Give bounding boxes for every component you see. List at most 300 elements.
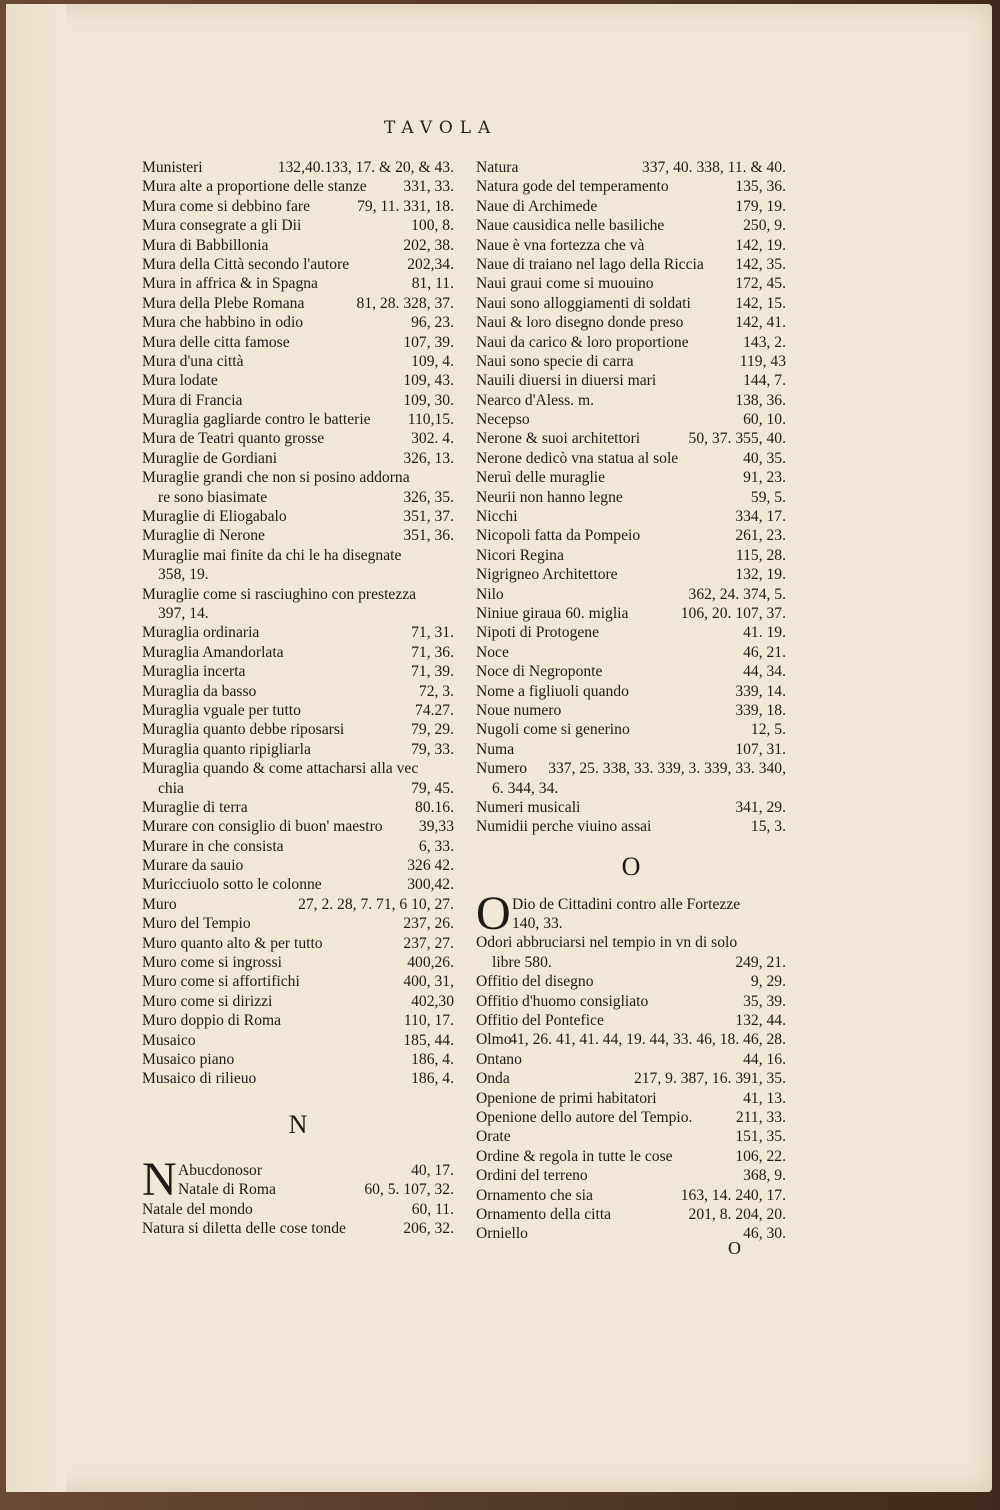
entry-term: Ornamento che sia xyxy=(476,1186,593,1204)
index-entry xyxy=(142,1181,454,1200)
index-entry xyxy=(142,741,454,760)
entry-references: 151, 35. xyxy=(735,1128,786,1146)
entry-references: 106, 20. 107, 37. xyxy=(680,604,786,622)
index-entry xyxy=(142,1051,454,1070)
entry-references: 186, 4. xyxy=(411,1070,454,1088)
entry-term: Muraglia ordinaria xyxy=(142,624,260,642)
drop-cap-initial: N xyxy=(142,1152,177,1206)
entry-term: Olmo xyxy=(476,1031,512,1049)
entry-term: Ornamento della citta xyxy=(476,1205,612,1223)
index-entry xyxy=(476,217,786,236)
index-entry xyxy=(142,954,454,973)
entry-term: Nerone dedicò vna statua al sole xyxy=(476,449,679,467)
entry-references: 138, 36. xyxy=(735,391,786,409)
entry-references: 132, 44. xyxy=(735,1012,786,1030)
index-entry xyxy=(142,295,454,314)
index-entry xyxy=(142,353,454,372)
index-entry xyxy=(476,275,786,294)
entry-references: 261, 23. xyxy=(735,527,786,545)
index-entry xyxy=(476,508,786,527)
entry-term: Numa xyxy=(476,740,515,758)
entry-references: 79, 45. xyxy=(411,779,454,797)
left-column xyxy=(142,159,454,1239)
entry-term: Offitio d'huomo consigliato xyxy=(476,992,649,1010)
entry-term: Naue causidica nelle basiliche xyxy=(476,217,665,235)
index-entry xyxy=(476,547,786,566)
index-entry xyxy=(476,818,786,837)
index-entry xyxy=(476,159,786,178)
index-entry xyxy=(142,760,454,779)
entry-references: 142, 35. xyxy=(735,255,786,273)
entry-term: Orniello xyxy=(476,1225,528,1243)
index-entry xyxy=(476,392,786,411)
entry-references: 71, 36. xyxy=(411,643,454,661)
entry-references: 368, 9. xyxy=(743,1167,786,1185)
entry-references: 6, 33. xyxy=(418,837,454,855)
entry-references: 172, 45. xyxy=(735,275,786,293)
entry-term: Muraglia quanto debbe riposarsi xyxy=(142,721,345,739)
page-gutter xyxy=(6,4,66,1492)
index-entry xyxy=(142,586,454,605)
entry-references: 60, 5. 107, 32. xyxy=(364,1181,454,1199)
section-spacer xyxy=(476,838,786,852)
entry-references: 96, 23. xyxy=(411,314,454,332)
entry-references: 132, 19. xyxy=(735,566,786,584)
entry-references: 100, 8. xyxy=(411,217,454,235)
index-entry xyxy=(142,838,454,857)
index-entry xyxy=(476,1206,786,1225)
index-entry xyxy=(476,721,786,740)
index-entry xyxy=(476,314,786,333)
entry-term: Naui graui come si muouino xyxy=(476,275,654,293)
index-entry xyxy=(142,527,454,546)
entry-term: Openione de primi habitatori xyxy=(476,1089,657,1107)
index-entry xyxy=(476,954,786,973)
index-entry xyxy=(142,547,454,566)
entry-term: Neruì delle muraglie xyxy=(476,469,606,487)
entry-term: Nauili diuersi in diuersi mari xyxy=(476,372,657,390)
entry-references: 206, 32. xyxy=(403,1219,454,1237)
entry-references: 179, 19. xyxy=(735,197,786,215)
entry-references: 337, 40. 338, 11. & 40. xyxy=(641,159,786,176)
index-entry xyxy=(142,217,454,236)
entry-term: Muro xyxy=(142,895,177,913)
entry-term: Mura lodate xyxy=(142,372,218,390)
right-column xyxy=(476,159,786,1245)
entry-references: 337, 25. 338, 33. 339, 3. 339, 33. 340, xyxy=(548,760,786,778)
entry-term: 358, 19. xyxy=(158,566,209,584)
entry-references: 142, 15. xyxy=(735,294,786,312)
entry-references: 39,33 xyxy=(418,818,454,836)
index-entry xyxy=(142,896,454,915)
entry-references: 71, 39. xyxy=(411,663,454,681)
entry-term: libre 580. xyxy=(492,953,552,971)
entry-term: Naui & loro disegno donde preso xyxy=(476,314,684,332)
entry-term: Muraglie di terra xyxy=(142,798,248,816)
entry-term: Neurii non hanno legne xyxy=(476,488,623,506)
entry-references: 237, 26. xyxy=(403,915,454,933)
index-entry xyxy=(476,605,786,624)
entry-references: 142, 19. xyxy=(735,236,786,254)
entry-term: Natura xyxy=(476,159,519,176)
index-entry xyxy=(476,586,786,605)
entry-references: 132,40.133, 17. & 20, & 43. xyxy=(277,159,454,176)
entry-term: Munisteri xyxy=(142,159,203,176)
index-entry xyxy=(142,663,454,682)
index-entry xyxy=(142,1220,454,1239)
entry-references: 60, 11. xyxy=(411,1200,454,1218)
index-entry xyxy=(142,702,454,721)
entry-term: Muro come si ingrossi xyxy=(142,954,282,972)
entry-term: Nugoli come si generino xyxy=(476,721,630,739)
entry-references: 202,34. xyxy=(407,255,454,273)
entry-references: 50, 37. 355, 40. xyxy=(688,430,786,448)
entry-references: 119, 43 xyxy=(739,352,786,370)
index-entry xyxy=(142,993,454,1012)
index-entry xyxy=(142,973,454,992)
index-entry xyxy=(476,993,786,1012)
index-entry xyxy=(142,605,454,624)
entry-term: 397, 14. xyxy=(158,604,209,622)
entry-references: 44, 34. xyxy=(743,663,786,681)
entry-term: Natura si diletta delle cose tonde xyxy=(142,1219,346,1237)
entry-references: 351, 36. xyxy=(403,527,454,545)
entry-references: 302. 4. xyxy=(411,430,454,448)
entry-references: 81, 11. xyxy=(411,275,454,293)
index-entry xyxy=(142,799,454,818)
entry-term: Niniue giraua 60. miglia xyxy=(476,604,629,622)
entry-term: Openione dello autore del Tempio. xyxy=(476,1108,693,1126)
entry-references: 185, 44. xyxy=(403,1031,454,1049)
entry-references: 81, 28. 328, 37. xyxy=(356,294,454,312)
index-entry xyxy=(476,1051,786,1070)
entry-term: Muricciuolo sotto le colonne xyxy=(142,876,322,894)
index-entry xyxy=(476,237,786,256)
entry-term: Muraglia quando & come attacharsi alla vec xyxy=(142,760,419,778)
entry-references: 72, 3. xyxy=(418,682,454,700)
entry-term: Mura in affrica & in Spagna xyxy=(142,275,318,293)
index-entry xyxy=(142,644,454,663)
entry-references: 35, 39. xyxy=(743,992,786,1010)
entry-references: 41, 26. 41, 41. 44, 19. 44, 33. 46, 18. 46, 28. xyxy=(509,1031,786,1049)
entry-references: 109, 30. xyxy=(403,391,454,409)
entry-term: Muraglie mai finite da chi le ha disegnate xyxy=(142,546,402,564)
entry-term: Muraglia da basso xyxy=(142,682,257,700)
entry-term: Natale del mondo xyxy=(142,1200,253,1218)
index-entry xyxy=(476,1128,786,1147)
drop-cap-initial: O xyxy=(476,886,511,940)
entry-references: 79, 11. 331, 18. xyxy=(357,197,454,215)
entry-term: Numero xyxy=(476,760,528,778)
entry-references: 106, 22. xyxy=(735,1147,786,1165)
entry-references: 79, 29. xyxy=(411,721,454,739)
index-entry xyxy=(142,1070,454,1089)
entry-term: Orate xyxy=(476,1128,511,1146)
entry-term: Mura come si debbino fare xyxy=(142,197,311,215)
index-entry xyxy=(476,702,786,721)
entry-term: Offitio del Pontefice xyxy=(476,1012,604,1030)
entry-term: Ordini del terreno xyxy=(476,1167,588,1185)
entry-term: Muro come si affortifichi xyxy=(142,973,300,991)
entry-references: 74.27. xyxy=(415,701,454,719)
entry-references: 142, 41. xyxy=(735,314,786,332)
entry-term: Naui sono alloggiamenti di soldati xyxy=(476,294,691,312)
index-entry xyxy=(476,489,786,508)
entry-references: 351, 37. xyxy=(403,508,454,526)
entry-term: Mura alte a proportione delle stanze xyxy=(142,178,367,196)
index-entry xyxy=(476,256,786,275)
entry-references: 202, 38. xyxy=(403,236,454,254)
index-entry xyxy=(142,721,454,740)
index-entry xyxy=(142,566,454,585)
index-entry xyxy=(476,411,786,430)
entry-references: 15, 3. xyxy=(750,818,786,836)
entry-references: 110, 17. xyxy=(403,1012,454,1030)
entry-term: Natale di Roma xyxy=(178,1181,276,1199)
entry-references: 40, 35. xyxy=(743,449,786,467)
index-entry xyxy=(476,644,786,663)
index-entry xyxy=(142,780,454,799)
entry-references: 249, 21. xyxy=(735,953,786,971)
entry-references: 71, 31. xyxy=(411,624,454,642)
entry-term: Mura della Plebe Romana xyxy=(142,294,305,312)
entry-term: Natura gode del temperamento xyxy=(476,178,669,196)
entry-references: 59, 5. xyxy=(750,488,786,506)
index-entry xyxy=(142,857,454,876)
index-entry xyxy=(476,372,786,391)
index-entry xyxy=(476,741,786,760)
index-entry xyxy=(476,663,786,682)
entry-term: chia xyxy=(158,779,184,797)
index-entry xyxy=(142,935,454,954)
index-entry xyxy=(142,411,454,430)
entry-references: 334, 17. xyxy=(735,508,786,526)
entry-term: Necepso xyxy=(476,411,530,429)
entry-term: Muraglia incerta xyxy=(142,663,246,681)
entry-term: Nicchi xyxy=(476,508,518,526)
index-entry xyxy=(476,450,786,469)
index-entry xyxy=(142,237,454,256)
entry-term: Odori abbruciarsi nel tempio in vn di solo xyxy=(476,934,738,952)
entry-term: Noue numero xyxy=(476,701,562,719)
index-entry xyxy=(476,198,786,217)
entry-term: Mura della Città secondo l'autore xyxy=(142,255,350,273)
entry-references: 107, 39. xyxy=(403,333,454,351)
index-entry xyxy=(142,469,454,488)
entry-term: Numidii perche viuino assai xyxy=(476,818,652,836)
entry-term: Muraglie di Nerone xyxy=(142,527,265,545)
index-entry xyxy=(476,1167,786,1186)
entry-term: Murare in che consista xyxy=(142,837,284,855)
index-entry xyxy=(142,818,454,837)
entry-term: Nilo xyxy=(476,585,504,603)
entry-term: Abucdonosor xyxy=(178,1161,263,1179)
index-entry xyxy=(476,760,786,779)
entry-term: Noce xyxy=(476,643,509,661)
index-entry xyxy=(476,353,786,372)
entry-references: 46, 21. xyxy=(743,643,786,661)
index-entry xyxy=(476,178,786,197)
index-entry xyxy=(476,973,786,992)
index-entry xyxy=(476,1012,786,1031)
entry-term: Musaico piano xyxy=(142,1050,235,1068)
entry-references: 237, 27. xyxy=(403,934,454,952)
index-entry xyxy=(142,159,454,178)
entry-references: 91, 23. xyxy=(743,469,786,487)
entry-references: 402,30 xyxy=(411,992,454,1010)
entry-references: 400, 31, xyxy=(403,973,454,991)
entry-references: 217, 9. 387, 16. 391, 35. xyxy=(633,1070,786,1088)
entry-references: 300,42. xyxy=(407,876,454,894)
index-entry xyxy=(476,780,786,799)
entry-references: 115, 28. xyxy=(735,546,786,564)
entry-term: 6. 344, 34. xyxy=(492,779,559,797)
entry-references: 143, 2. xyxy=(743,333,786,351)
entry-references: 60, 10. xyxy=(743,411,786,429)
section-letter: O xyxy=(621,851,641,881)
entry-references: 80.16. xyxy=(415,798,454,816)
entry-references: 362, 24. 374, 5. xyxy=(688,585,786,603)
entry-references: 109, 4. xyxy=(411,352,454,370)
entry-term: Nipoti di Protogene xyxy=(476,624,600,642)
entry-references: 40, 17. xyxy=(411,1161,454,1179)
index-entry xyxy=(476,469,786,488)
index-entry xyxy=(142,275,454,294)
entry-term: Mura di Francia xyxy=(142,391,243,409)
entry-term: Nicori Regina xyxy=(476,546,564,564)
index-entry xyxy=(476,430,786,449)
index-entry xyxy=(476,1031,786,1050)
index-entry xyxy=(476,334,786,353)
index-entry xyxy=(476,1109,786,1128)
entry-term: Nigrigneo Architettore xyxy=(476,566,618,584)
page-header: TAVOLA xyxy=(384,118,498,138)
index-entry xyxy=(142,1012,454,1031)
entry-term: Muro come si dirizzi xyxy=(142,992,273,1010)
index-entry xyxy=(476,1187,786,1206)
entry-references: 201, 8. 204, 20. xyxy=(688,1205,786,1223)
entry-term: Naue di traiano nel lago della Riccia xyxy=(476,255,704,273)
entry-term: Naui sono specie di carra xyxy=(476,352,634,370)
entry-references: 41. 19. xyxy=(743,624,786,642)
entry-term: Naue è vna fortezza che và xyxy=(476,236,645,254)
index-entry xyxy=(142,1032,454,1051)
entry-references: 144, 7. xyxy=(743,372,786,390)
index-entry xyxy=(142,876,454,895)
entry-references: 135, 36. xyxy=(735,178,786,196)
entry-term: Nome a figliuoli quando xyxy=(476,682,629,700)
catchword: O xyxy=(728,1238,741,1258)
index-entry xyxy=(142,1201,454,1220)
entry-references: 46, 30. xyxy=(743,1225,786,1243)
entry-references: 326, 13. xyxy=(403,449,454,467)
entry-term: Naui da carico & loro proportione xyxy=(476,333,689,351)
entry-references: 41, 13. xyxy=(743,1089,786,1107)
entry-term: Musaico xyxy=(142,1031,196,1049)
index-entry xyxy=(142,198,454,217)
index-entry xyxy=(142,430,454,449)
entry-term: Murare da sauio xyxy=(142,857,244,875)
index-entry xyxy=(476,934,786,953)
entry-term: Mura delle citta famose xyxy=(142,333,290,351)
entry-term: Mura d'una città xyxy=(142,352,244,370)
entry-term: Mura consegrate a gli Dii xyxy=(142,217,302,235)
entry-term: Muraglia vguale per tutto xyxy=(142,701,301,719)
index-entry xyxy=(142,450,454,469)
entry-references: 9, 29. xyxy=(750,973,786,991)
entry-references: 326, 35. xyxy=(403,488,454,506)
index-entry xyxy=(142,915,454,934)
entry-term: Onda xyxy=(476,1070,510,1088)
entry-term: Muraglie come si rasciughino con prestezza xyxy=(142,585,417,603)
entry-term: Muraglia gagliarde contro le batterie xyxy=(142,411,371,429)
entry-term: Muraglie de Gordiani xyxy=(142,449,278,467)
entry-term: Nearco d'Aless. m. xyxy=(476,391,594,409)
section-spacer xyxy=(476,882,786,896)
entry-term: Murare con consiglio di buon' maestro xyxy=(142,818,383,836)
entry-term: Dio de Cittadini contro alle Fortezze xyxy=(512,895,741,913)
index-entry xyxy=(476,799,786,818)
index-entry xyxy=(142,392,454,411)
index-entry xyxy=(142,489,454,508)
entry-term: 140, 33. xyxy=(512,915,563,933)
entry-term: Musaico di rilieuo xyxy=(142,1070,257,1088)
entry-references: 250, 9. xyxy=(743,217,786,235)
index-entry xyxy=(142,334,454,353)
entry-references: 400,26. xyxy=(407,954,454,972)
index-entry xyxy=(142,624,454,643)
entry-references: 107, 31. xyxy=(735,740,786,758)
entry-term: Mura che habbino in odio xyxy=(142,314,304,332)
section-spacer xyxy=(142,1090,454,1110)
entry-references: 79, 33. xyxy=(411,740,454,758)
index-entry xyxy=(142,256,454,275)
entry-term: Mura di Babbillonia xyxy=(142,236,269,254)
index-entry xyxy=(476,1090,786,1109)
index-entry xyxy=(476,624,786,643)
entry-references: 331, 33. xyxy=(403,178,454,196)
section-letter: N xyxy=(288,1109,308,1139)
index-entry xyxy=(142,508,454,527)
entry-term: Ontano xyxy=(476,1050,522,1068)
entry-references: 109, 43. xyxy=(403,372,454,390)
entry-term: Muro doppio di Roma xyxy=(142,1012,282,1030)
entry-term: Ordine & regola in tutte le cose xyxy=(476,1147,673,1165)
entry-references: 339, 18. xyxy=(735,701,786,719)
index-entry xyxy=(476,1070,786,1089)
index-entry xyxy=(142,683,454,702)
entry-references: 339, 14. xyxy=(735,682,786,700)
entry-term: Naue di Archimede xyxy=(476,197,598,215)
entry-references: 44, 16. xyxy=(743,1050,786,1068)
entry-term: Nerone & suoi architettori xyxy=(476,430,641,448)
index-entry xyxy=(476,1148,786,1167)
index-entry xyxy=(142,178,454,197)
index-entry xyxy=(476,295,786,314)
entry-term: Muraglie grandi che non si posino addorna xyxy=(142,469,410,487)
entry-references: 186, 4. xyxy=(411,1050,454,1068)
index-entry xyxy=(476,527,786,546)
index-entry xyxy=(476,915,786,934)
entry-term: Nicopoli fatta da Pompeio xyxy=(476,527,641,545)
section-spacer xyxy=(142,1140,454,1162)
entry-references: 341, 29. xyxy=(735,798,786,816)
entry-references: 211, 33. xyxy=(735,1108,786,1126)
entry-term: re sono biasimate xyxy=(158,488,268,506)
index-entry xyxy=(142,372,454,391)
entry-term: Muraglia quanto ripigliarla xyxy=(142,740,311,758)
entry-term: Muraglie di Eliogabalo xyxy=(142,508,287,526)
